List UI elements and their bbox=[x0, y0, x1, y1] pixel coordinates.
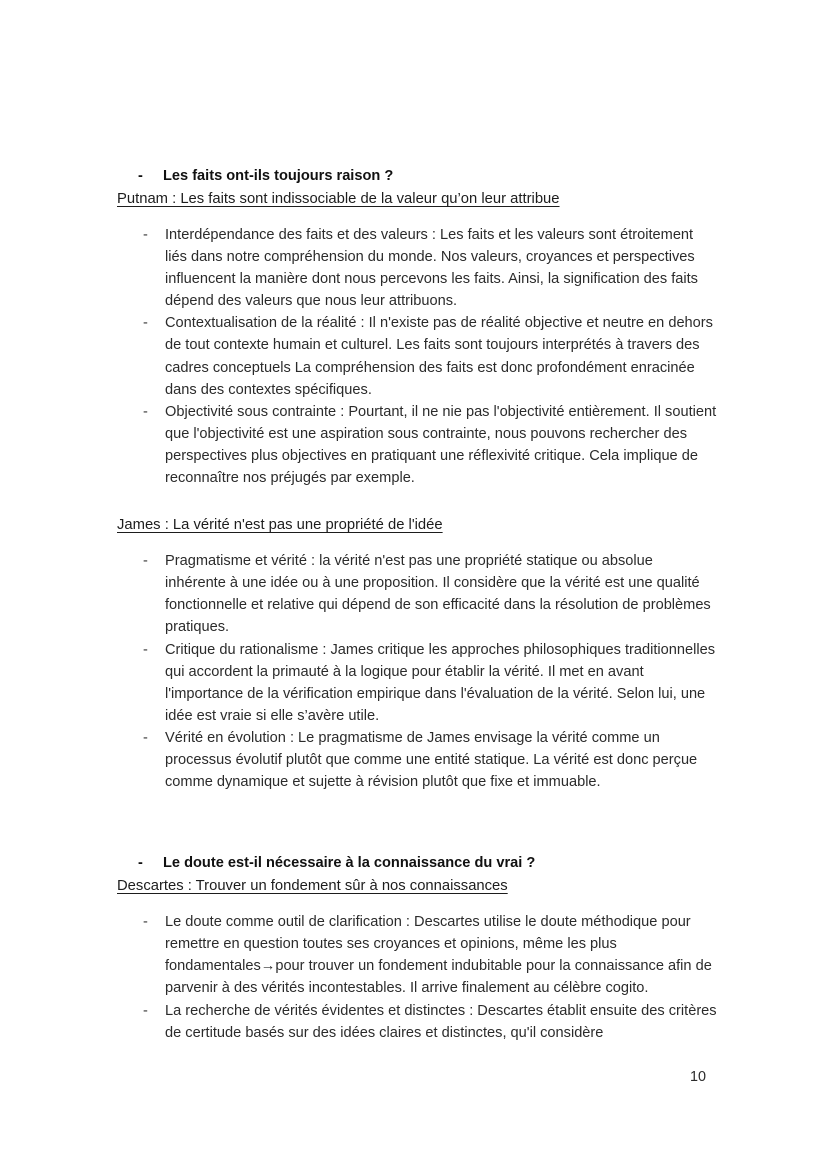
bullet-dash-icon: - bbox=[143, 403, 148, 420]
list-item-text: Contextualisation de la réalité : Il n'existe pas de réalité objective et neutre en dehors de tout contexte humain et culturel. Les faits sont toujours interprétés à travers des cadres conceptuels La compréhension des faits est donc profondément enracinée dans des contextes spécifiques. bbox=[165, 315, 713, 398]
bullet-dash-icon: - bbox=[143, 1002, 148, 1019]
bullet-dash-icon: - bbox=[143, 914, 148, 931]
author-heading-descartes: Descartes : Trouver un fondement sûr à nos connaissances bbox=[117, 878, 508, 895]
spacer bbox=[117, 489, 717, 515]
question-dash-icon: - bbox=[138, 855, 143, 872]
list-item-text: Critique du rationalisme : James critique les approches philosophiques traditionnelles qui accordent la primauté à la logique pour établir la vérité. Il met en avant l'importance de la vérification empirique dans l'évaluation de la vérité. Selon lui, une idée est vraie si elle s’avère utile. bbox=[165, 641, 715, 724]
spacer bbox=[117, 210, 717, 224]
question-heading bbox=[117, 853, 717, 873]
question-heading-text: Les faits ont-ils toujours raison ? bbox=[163, 168, 394, 184]
list-item bbox=[117, 1000, 717, 1044]
document-body bbox=[117, 166, 717, 1044]
list-item-text: Vérité en évolution : Le pragmatisme de James envisage la vérité comme un processus évolutif plutôt que comme une entité statique. La vérité est donc perçue comme dynamique et sujette à révision plutôt que fixe et immuable. bbox=[165, 729, 698, 791]
question-heading-text: Le doute est-il nécessaire à la connaissance du vrai ? bbox=[163, 855, 536, 872]
list-item bbox=[117, 224, 717, 312]
bullet-list-putnam bbox=[117, 224, 717, 489]
bullet-dash-icon: - bbox=[143, 315, 148, 332]
bullet-dash-icon: - bbox=[143, 729, 148, 746]
bullet-dash-icon: - bbox=[143, 641, 148, 658]
section-le-doute bbox=[117, 853, 717, 1044]
bullet-list-descartes bbox=[117, 911, 717, 1044]
list-item-text: La recherche de vérités évidentes et distinctes : Descartes établit ensuite des critères de certitude basés sur des idées claires et distinctes, qu'il considère bbox=[165, 1002, 717, 1041]
bullet-dash-icon: - bbox=[143, 227, 148, 243]
list-item-text: Interdépendance des faits et des valeurs : Les faits et les valeurs sont étroitement liés dans notre compréhension du monde. Nos valeurs, croyances et perspectives influencent la manière dont nous percevons les faits. Ainsi, la signification des faits dépend des valeurs que nous leur attribuons. bbox=[165, 227, 698, 310]
list-item-text: Objectivité sous contrainte : Pourtant, il ne nie pas l'objectivité entièrement. Il soutient que l'objectivité est une aspiration sous contrainte, nous pouvons rechercher des perspectives plus objectives en pratiquant une réflexivité critique. Cela implique de reconnaître nos préjugés par exemple. bbox=[165, 403, 717, 487]
question-heading bbox=[117, 166, 717, 186]
author-heading-putnam: Putnam : Les faits sont indissociable de la valeur qu’on leur attribue bbox=[117, 191, 560, 207]
author-heading-james: James : La vérité n'est pas une propriété de l'idée bbox=[117, 517, 443, 534]
spacer bbox=[117, 536, 717, 550]
list-item bbox=[117, 401, 717, 489]
list-item bbox=[117, 550, 717, 638]
spacer bbox=[117, 793, 717, 853]
list-item bbox=[117, 911, 717, 999]
bullet-dash-icon: - bbox=[143, 553, 148, 570]
section-les-faits bbox=[117, 166, 717, 793]
list-item-text: Pragmatisme et vérité : la vérité n'est pas une propriété statique ou absolue inhérente à une idée ou à une proposition. Il considère que la vérité est une qualité fonctionnelle et relative qui dépend de son efficacité dans la résolution de problèmes pratiques. bbox=[165, 553, 711, 636]
spacer bbox=[117, 897, 717, 911]
list-item bbox=[117, 312, 717, 400]
list-item bbox=[117, 727, 717, 793]
list-item-text: Le doute comme outil de clarification : Descartes utilise le doute méthodique pour remettre en question toutes ses croyances et opinions, même les plus fondamentales→pour trouver un fondement indubitable pour la connaissance afin de parvenir à des vérités incontestables. Il arrive finalement au célèbre cogito. bbox=[165, 914, 712, 997]
question-dash-icon: - bbox=[138, 168, 143, 184]
page-number: 10 bbox=[690, 1069, 707, 1085]
list-item bbox=[117, 639, 717, 727]
bullet-list-james bbox=[117, 550, 717, 793]
